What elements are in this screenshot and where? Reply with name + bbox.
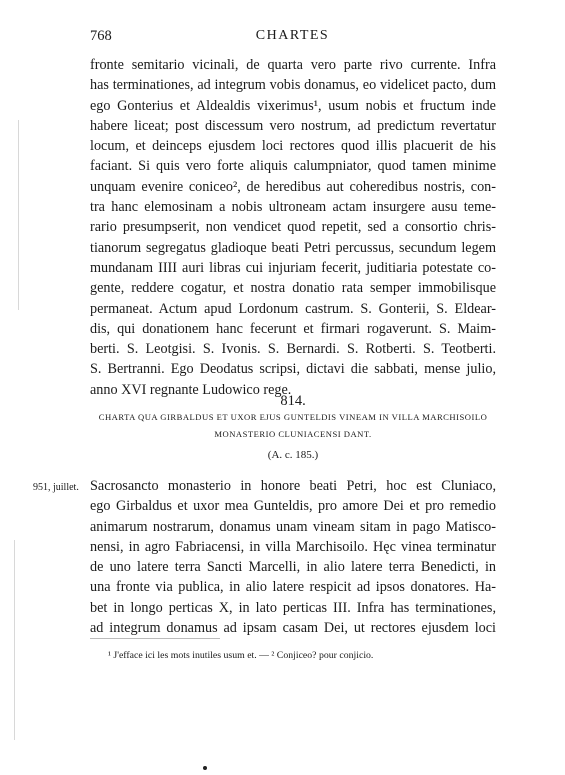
text-line: animarum nostrarum, donamus unam vineam sitam in pago Matisco-	[90, 518, 496, 535]
charter-number: 814.	[280, 393, 306, 409]
text-line: locum, et deinceps ejusdem loci rectores quod illis placuerit de his	[90, 138, 496, 155]
text-line: tianorum segregatus gladioque beati Petri percussus, secundum legem	[90, 239, 496, 256]
charter-title-line: MONASTERIO CLUNIACENSI DANT.	[214, 429, 372, 439]
text-line: ad integrum donamus ad ipsam casam Dei, ut rectores ejusdem loci	[90, 620, 496, 637]
text-line: S. Bertranni. Ego Deodatus scripsi, dictavi die sabbati, mense julio,	[90, 361, 496, 378]
body-text-bottom	[90, 476, 496, 638]
text-line: ego Gonterius et Aldealdis vixerimus¹, usum nobis et fructum inde	[90, 97, 496, 114]
scan-fold-mark	[18, 120, 19, 310]
text-line: has terminationes, ad integrum vobis donamus, eo videlicet pacto, dum	[90, 77, 496, 94]
running-title: CHARTES	[255, 28, 330, 43]
text-line: Sacrosancto monasterio in honore beati Petri, hoc est Cluniaco,	[90, 478, 496, 494]
text-line: tra hanc elemosinam a nobis ultroneam actam insurgere ausu teme-	[90, 199, 496, 216]
text-line: faciant. Si quis vero forte aliquis calumpniator, quod tamen minime	[90, 158, 496, 175]
text-line: fronte semitario vicinali, de quarta vero parte rivo currente. Infra	[90, 57, 496, 73]
text-line: anno XVI regnante Ludowico rege.	[90, 381, 292, 398]
charter-date: (A. c. 185.)	[267, 449, 319, 461]
page-header	[90, 28, 495, 48]
footnote-divider	[90, 638, 220, 639]
text-line: habere liceat; post discessum vero nostrum, ad predictum revertatur	[90, 117, 496, 134]
footnotes: ¹ J'efface ici les mots inutiles usum et. — ² Conjiceo? pour conjicio.	[108, 650, 374, 661]
text-line: dis, qui donationem hanc fecerunt et firmari rogaverunt. S. Maim-	[90, 320, 496, 337]
scan-speck	[203, 766, 207, 770]
text-line: una fronte via publica, in alio latere respicit ad ipsos donatores. Ha-	[90, 579, 496, 596]
page-number: 768	[90, 28, 112, 44]
text-line: berti. S. Leotgisi. S. Ivonis. S. Bernardi. S. Rotberti. S. Teotberti.	[90, 341, 496, 358]
text-line: permaneat. Actum apud Lordonum castrum. S. Gonterii, S. Eldear-	[90, 300, 496, 317]
margin-date-note: 951, juillet.	[33, 482, 79, 493]
text-line: rario presumpserit, non vendicet quod repetit, sed a consortio chris-	[90, 219, 496, 236]
text-line: nensi, in agro Fabriacensi, in villa Marchisoilo. Hęc vinea terminatur	[90, 538, 496, 555]
scan-fold-mark	[14, 540, 15, 740]
text-line: gente, reddere cogatur, et nostra donatio rata semper immobilisque	[90, 280, 496, 297]
text-line: mundanam IIII auri libras cui injuriam fecerit, juditiaria potestate co-	[90, 259, 496, 276]
text-line: ego Girbaldus et uxor mea Gunteldis, pro amore Dei et pro remedio	[90, 498, 496, 515]
text-line: bet in longo perticas X, in lato perticas III. Infra has terminationes,	[90, 599, 496, 616]
body-text-top	[90, 55, 496, 400]
charter-title-line: CHARTA QUA GIRBALDUS ET UXOR EJUS GUNTELDIS VINEAM IN VILLA MARCHISOILO	[98, 412, 488, 422]
text-line: de uno latere terra Sancti Marcelli, in alio latere terra Benedicti, in	[90, 559, 496, 576]
text-line: unquam evenire coniceo², de heredibus aut coheredibus nostris, con-	[90, 178, 496, 195]
